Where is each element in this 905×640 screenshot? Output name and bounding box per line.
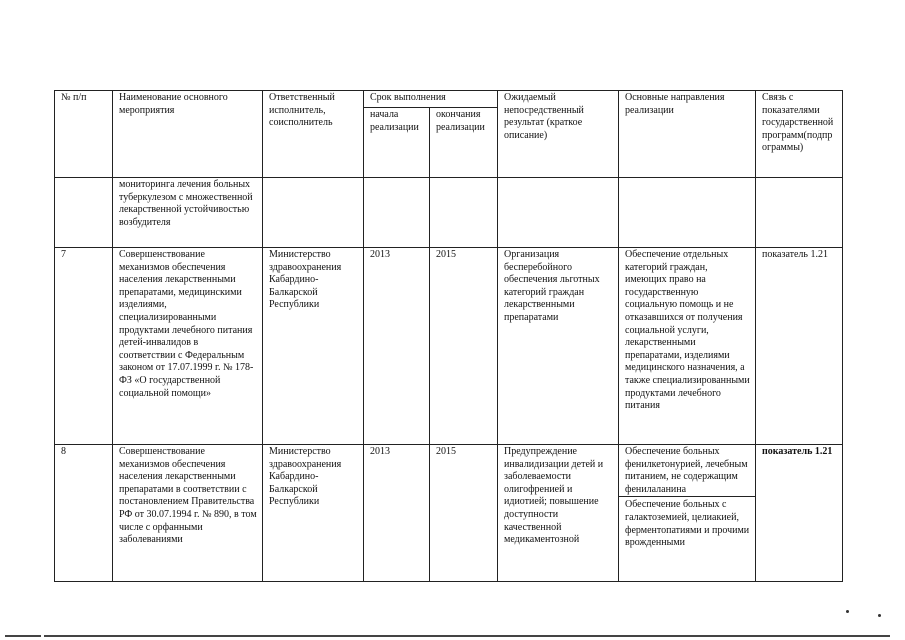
row-name: мониторинга лечения больных туберкулезом с множественной лекарственной устойчивостью возбудителя: [113, 178, 263, 248]
row-link: показатель 1.21: [756, 248, 843, 445]
row-end: [430, 178, 498, 248]
header-result: Ожидаемый непосредственный результат (краткое описание): [498, 91, 619, 178]
scan-edge-line: [44, 635, 890, 637]
row-directions: [619, 178, 756, 248]
row-responsible: [263, 178, 364, 248]
row-start: 2013: [364, 445, 430, 582]
row-num: 8: [55, 445, 113, 582]
table-row: [55, 248, 843, 445]
program-measures-table: [54, 90, 843, 582]
header-term-end: окончания реализации: [430, 108, 498, 178]
table-row: [55, 445, 843, 582]
header-term-start: начала реализации: [364, 108, 430, 178]
row-name: Совершенствование механизмов обеспечения населения лекарственными препаратами, медицинскими изделиями, специализированными продуктами лечебного питания детей-инвалидов в соответствии с Федеральным законом от 17.07.1999 г. № 178-ФЗ «О государственной социальной помощи»: [113, 248, 263, 445]
header-link: Связь с показателями государственной программ(подпрограммы): [756, 91, 843, 178]
row-end: 2015: [430, 445, 498, 582]
row-direction-item: Обеспечение больных фенилкетонурией, лечебным питанием, не содержащим фенилаланина: [625, 446, 748, 495]
table-row: [55, 178, 843, 248]
header-num: № п/п: [55, 91, 113, 178]
row-link: показатель 1.21: [756, 445, 843, 582]
row-responsible: Министерство здравоохранения Кабардино-Балкарской Республики: [263, 445, 364, 582]
table-header-row: [55, 91, 843, 108]
row-directions: [619, 445, 756, 582]
scan-speck: [846, 610, 849, 613]
header-directions: Основные направления реализации: [619, 91, 756, 178]
row-link: [756, 178, 843, 248]
row-start: [364, 178, 430, 248]
header-responsible: Ответственный исполнитель, соисполнитель: [263, 91, 364, 178]
header-term: Срок выполнения: [364, 91, 498, 108]
row-directions: Обеспечение отдельных категорий граждан, имеющих право на государственную социальную помощь и не отказавшихся от получения социальной услуги, лекарственными препаратами, изделиями медицинского назначения, а также специализированными продуктами лечебного питания: [619, 248, 756, 445]
row-end: 2015: [430, 248, 498, 445]
row-responsible: Министерство здравоохранения Кабардино-Балкарской Республики: [263, 248, 364, 445]
header-name: Наименование основного мероприятия: [113, 91, 263, 178]
row-result: Предупреждение инвалидизации детей и заболеваемости олигофренией и идиотией; повышение доступности качественной медикаментозной: [498, 445, 619, 582]
row-result: Организация бесперебойного обеспечения льготных категорий граждан лекарственными препаратами: [498, 248, 619, 445]
row-result: [498, 178, 619, 248]
row-direction-item: Обеспечение больных с галактоземией, целиакией, ферментопатиями и прочими врожденными: [619, 496, 755, 549]
row-num: [55, 178, 113, 248]
scan-speck: [878, 614, 881, 617]
row-start: 2013: [364, 248, 430, 445]
row-name: Совершенствование механизмов обеспечения населения лекарственными препаратами в соответствии с постановлением Правительства РФ от 30.07.1994 г. № 890, в том числе с орфанными заболеваниями: [113, 445, 263, 582]
scan-edge-line: [5, 635, 41, 637]
row-num: 7: [55, 248, 113, 445]
